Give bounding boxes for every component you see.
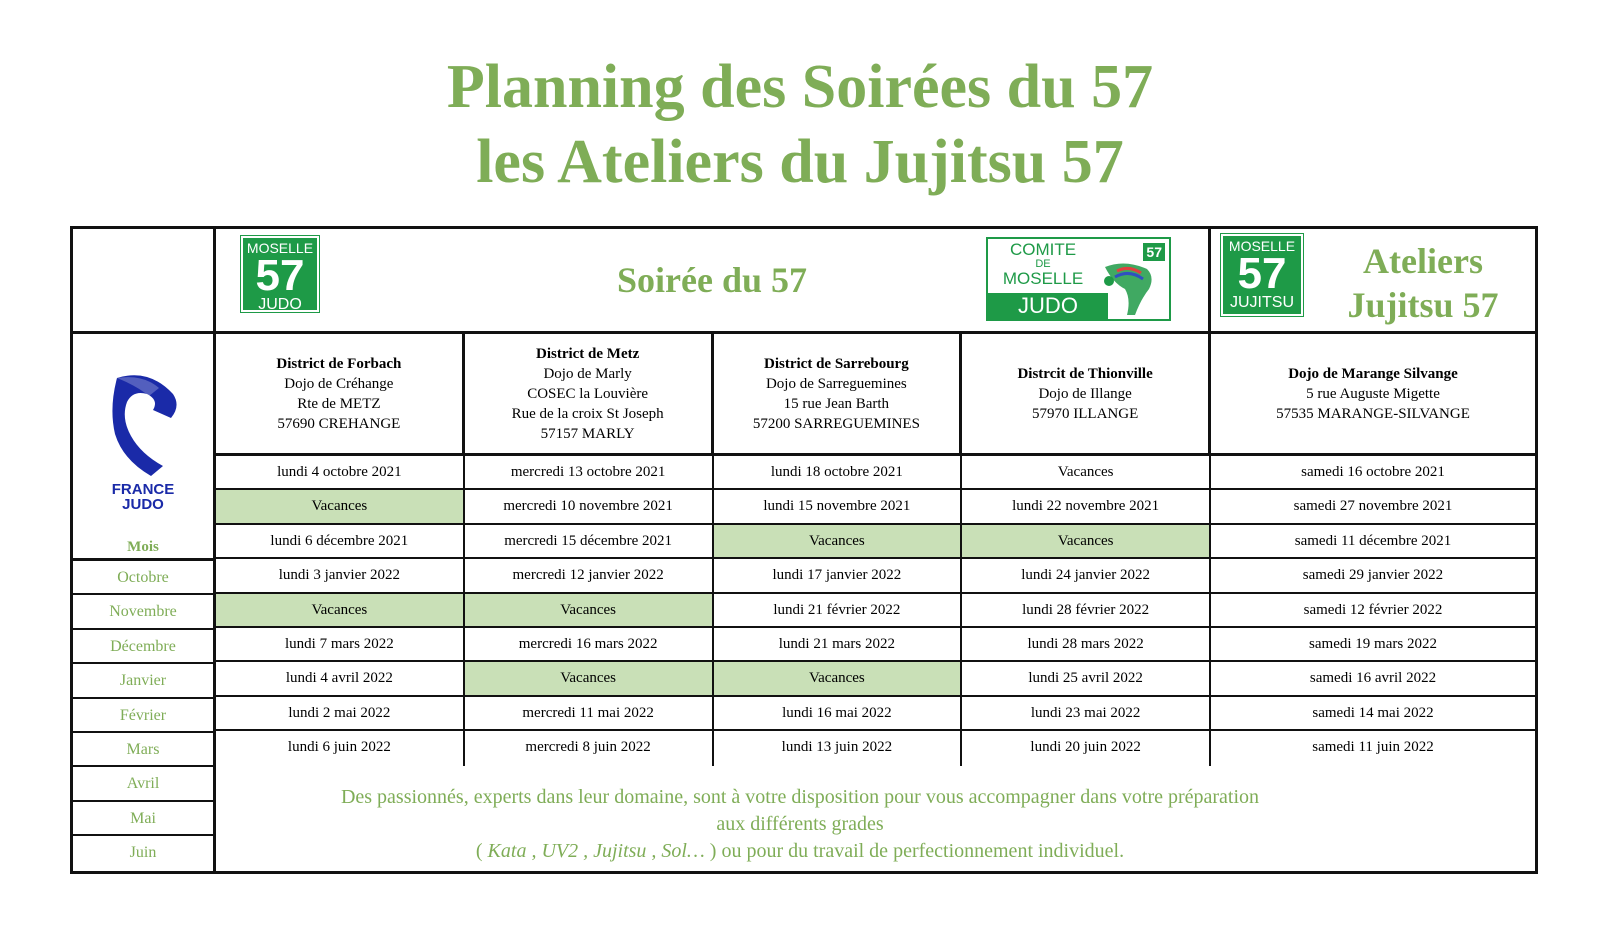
date-cell: lundi 22 novembre 2021 [962, 490, 1211, 522]
date-cell: lundi 2 mai 2022 [216, 697, 465, 729]
date-cell: Vacances [465, 662, 714, 694]
table-row [216, 456, 1535, 490]
date-cell: lundi 17 janvier 2022 [714, 559, 963, 591]
month-cell: Décembre [73, 630, 213, 664]
date-cell: lundi 13 juin 2022 [714, 731, 963, 765]
footer-line3 [0, 838, 1600, 865]
month-cell: Octobre [73, 561, 213, 595]
comite-line1: COMITE [1009, 240, 1077, 259]
table-row [216, 731, 1535, 765]
date-cell: Vacances [714, 662, 963, 694]
comite-line3: MOSELLE [1002, 269, 1084, 288]
planning-table [70, 226, 1538, 874]
date-cell: lundi 18 octobre 2021 [714, 456, 963, 488]
atelier-title-line2: Jujitsu 57 [1347, 285, 1499, 325]
date-cell: lundi 28 février 2022 [962, 594, 1211, 626]
date-cell: mercredi 8 juin 2022 [465, 731, 714, 765]
date-cell: mercredi 12 janvier 2022 [465, 559, 714, 591]
logo-number: 57 [1237, 249, 1287, 298]
date-cell: Vacances [714, 525, 963, 557]
moselle-jujitsu-logo [1221, 234, 1303, 316]
district-cell [1211, 334, 1535, 453]
comite-moselle-logo [986, 237, 1171, 321]
date-cell: Vacances [216, 594, 465, 626]
district-cell [962, 334, 1211, 453]
logo-text: JUDO [258, 296, 302, 313]
header-atelier [1211, 229, 1535, 331]
month-cell: Avril [73, 767, 213, 801]
month-cell: Mars [73, 733, 213, 767]
district-address-line: 57970 ILLANGE [1032, 405, 1139, 422]
logo-text: MOSELLE [1228, 238, 1296, 254]
month-cell: Février [73, 699, 213, 733]
ffj-line2: JUDO [122, 496, 164, 513]
district-address-line: 57535 MARANGE-SILVANGE [1276, 405, 1470, 422]
header-soiree [216, 229, 1211, 331]
month-cell: Janvier [73, 664, 213, 698]
comite-line2: DE [1035, 258, 1051, 270]
france-judo-icon [109, 372, 181, 477]
table-row [216, 628, 1535, 662]
page-title-line1: Planning des Soirées du 57 [446, 53, 1154, 121]
date-cell: samedi 14 mai 2022 [1312, 704, 1434, 721]
table-row [216, 490, 1535, 524]
footer-italic: Kata , UV2 , Jujitsu , Sol… [487, 840, 705, 862]
france-judo-text [73, 482, 213, 512]
district-name: District de Forbach [276, 355, 402, 372]
header-corner [73, 229, 216, 331]
footer-text [0, 784, 1600, 865]
district-cell [465, 334, 714, 453]
district-address-line: 57157 MARLY [540, 425, 635, 442]
date-cell: lundi 6 juin 2022 [216, 731, 465, 765]
footer-line1: Des passionnés, experts dans leur domaine, sont à votre disposition pour vous accompagner dans votre préparation [340, 786, 1260, 808]
district-address-line: 5 rue Auguste Migette [1306, 385, 1440, 402]
date-cell: samedi 12 février 2022 [1303, 601, 1443, 618]
footer-rest: ) ou pour du travail de perfectionnement individuel. [704, 840, 1125, 862]
table-row [216, 594, 1535, 628]
date-cell: lundi 15 novembre 2021 [714, 490, 963, 522]
comite-judo: JUDO [988, 293, 1108, 319]
district-address-line: 57690 CREHANGE [277, 415, 401, 432]
date-cell: Vacances [216, 490, 465, 522]
table-row [216, 559, 1535, 593]
date-cell: samedi 16 octobre 2021 [1301, 464, 1445, 480]
district-name: District de Sarrebourg [764, 355, 909, 372]
date-cell: lundi 7 mars 2022 [216, 628, 465, 660]
date-cell: samedi 11 décembre 2021 [1294, 532, 1452, 549]
date-cell: mercredi 16 mars 2022 [465, 628, 714, 660]
table-row [216, 662, 1535, 696]
soiree-title: Soirée du 57 [616, 260, 807, 300]
date-cell: lundi 24 janvier 2022 [962, 559, 1211, 591]
district-address-line: Dojo de Créhange [284, 375, 394, 392]
district-address-line: Dojo de Marly [543, 365, 632, 382]
district-name: District de Metz [535, 345, 640, 362]
date-cell: mercredi 11 mai 2022 [465, 697, 714, 729]
date-cell: lundi 3 janvier 2022 [216, 559, 465, 591]
comite-number: 57 [1143, 243, 1165, 261]
district-address-line: COSEC la Louvière [527, 385, 649, 402]
footer-paren: ( [475, 840, 488, 862]
date-cell: lundi 4 octobre 2021 [216, 456, 465, 488]
date-cell: lundi 28 mars 2022 [962, 628, 1211, 660]
ffj-line1: FRANCE [111, 481, 175, 498]
month-cell: Juin [129, 844, 157, 862]
judoka-icon [1095, 259, 1161, 319]
date-cell: samedi 11 juin 2022 [1312, 739, 1434, 756]
district-address-line: Rue de la croix St Joseph [511, 405, 664, 422]
logo-text: MOSELLE [246, 240, 314, 256]
ffj-logo-cell [73, 334, 213, 561]
date-cell: mercredi 13 octobre 2021 [465, 456, 714, 488]
mois-header: Mois [127, 539, 159, 555]
date-cell: samedi 16 avril 2022 [1309, 670, 1437, 687]
page-title-line2: les Ateliers du Jujitsu 57 [476, 128, 1124, 196]
date-cell: lundi 21 mars 2022 [714, 628, 963, 660]
date-cell: samedi 29 janvier 2022 [1302, 567, 1444, 584]
date-cell: lundi 25 avril 2022 [962, 662, 1211, 694]
date-cell: lundi 23 mai 2022 [962, 697, 1211, 729]
atelier-title [1311, 239, 1535, 327]
date-cell: Vacances [962, 525, 1211, 557]
district-name: Dojo de Marange Silvange [1288, 365, 1458, 382]
district-cell [714, 334, 963, 453]
date-cell: lundi 20 juin 2022 [962, 731, 1211, 765]
logo-text: JUJITSU [1230, 294, 1294, 311]
date-cell: lundi 4 avril 2022 [216, 662, 465, 694]
district-cell [216, 334, 465, 453]
date-cell: samedi 19 mars 2022 [1309, 635, 1437, 652]
date-cell: mercredi 15 décembre 2021 [465, 525, 714, 557]
date-cell: lundi 21 février 2022 [714, 594, 963, 626]
date-cell: Vacances [465, 594, 714, 626]
comite-text [998, 241, 1088, 287]
date-cell: lundi 16 mai 2022 [714, 697, 963, 729]
district-address-line: 15 rue Jean Barth [783, 395, 890, 412]
date-cell: Vacances [962, 456, 1211, 488]
date-cell: mercredi 10 novembre 2021 [465, 490, 714, 522]
date-cell: lundi 6 décembre 2021 [216, 525, 465, 557]
date-cell: samedi 27 novembre 2021 [1293, 498, 1453, 515]
month-cell: Mai [73, 802, 213, 836]
atelier-title-line1: Ateliers [1363, 241, 1483, 281]
month-cell: Novembre [73, 595, 213, 629]
district-address-line: Dojo de Sarreguemines [765, 375, 907, 392]
district-address-line: 57200 SARREGUEMINES [752, 415, 920, 432]
district-address-line: Dojo de Illange [1038, 385, 1132, 402]
district-name: Distrcit de Thionville [1017, 365, 1153, 382]
table-header-row [73, 229, 1535, 334]
table-row [216, 525, 1535, 559]
table-row [216, 697, 1535, 731]
logo-number: 57 [255, 251, 305, 300]
footer-line2: aux différents grades [716, 813, 884, 835]
date-rows [216, 456, 1535, 766]
district-address-line: Rte de METZ [297, 395, 381, 412]
district-row [216, 334, 1535, 456]
